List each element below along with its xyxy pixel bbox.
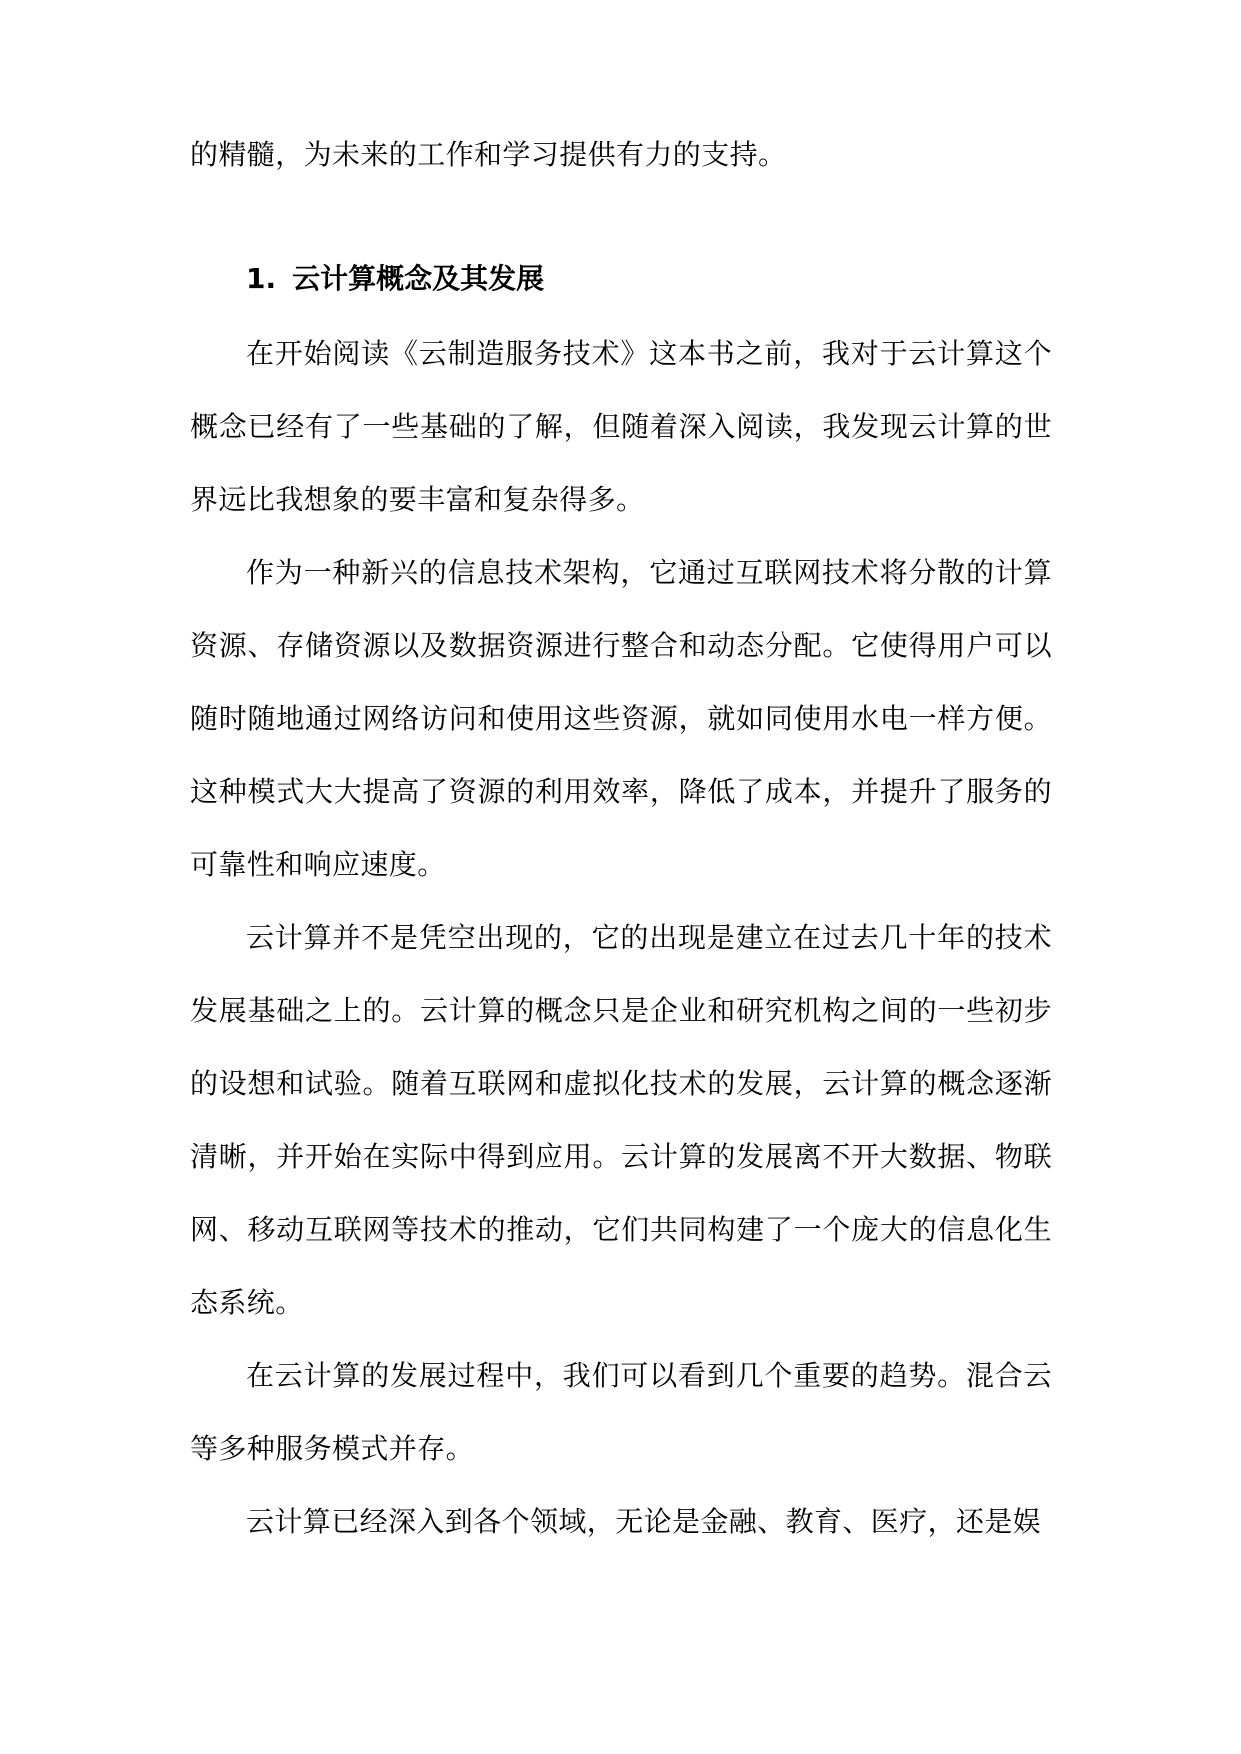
intro-paragraph	[190, 118, 1052, 191]
paragraph: 云计算已经深入到各个领域，无论是金融、教育、医疗，还是娱	[246, 1505, 1042, 1538]
paragraph: 在开始阅读《云制造服务技术》这本书之前，我对于云计算这个概念已经有了一些基础的了解，但随着深入阅读，我发现云计算的世界远比我想象的要丰富和复杂得多。	[190, 337, 1052, 516]
section-title: 云计算概念及其发展	[292, 262, 545, 295]
paragraph: 在云计算的发展过程中，我们可以看到几个重要的趋势。混合云等多种服务模式并存。	[190, 1359, 1052, 1465]
section-number: 1.	[246, 262, 277, 295]
paragraph: 作为一种新兴的信息技术架构，它通过互联网技术将分散的计算资源、存储资源以及数据资源进行整合和动态分配。它使得用户可以随时随地通过网络访问和使用这些资源，就如同使用水电一样方便。这种模式大大提高了资源的利用效率，降低了成本，并提升了服务的可靠性和响应速度。	[190, 556, 1052, 881]
body-text	[190, 317, 1052, 1558]
intro-continuation: 的精髓，为未来的工作和学习提供有力的支持。	[190, 138, 787, 171]
section-heading	[246, 242, 544, 315]
paragraph: 云计算并不是凭空出现的，它的出现是建立在过去几十年的技术发展基础之上的。云计算的概念只是企业和研究机构之间的一些初步的设想和试验。随着互联网和虚拟化技术的发展，云计算的概念逐渐清晰，并开始在实际中得到应用。云计算的发展离不开大数据、物联网、移动互联网等技术的推动，它们共同构建了一个庞大的信息化生态系统。	[190, 921, 1052, 1319]
